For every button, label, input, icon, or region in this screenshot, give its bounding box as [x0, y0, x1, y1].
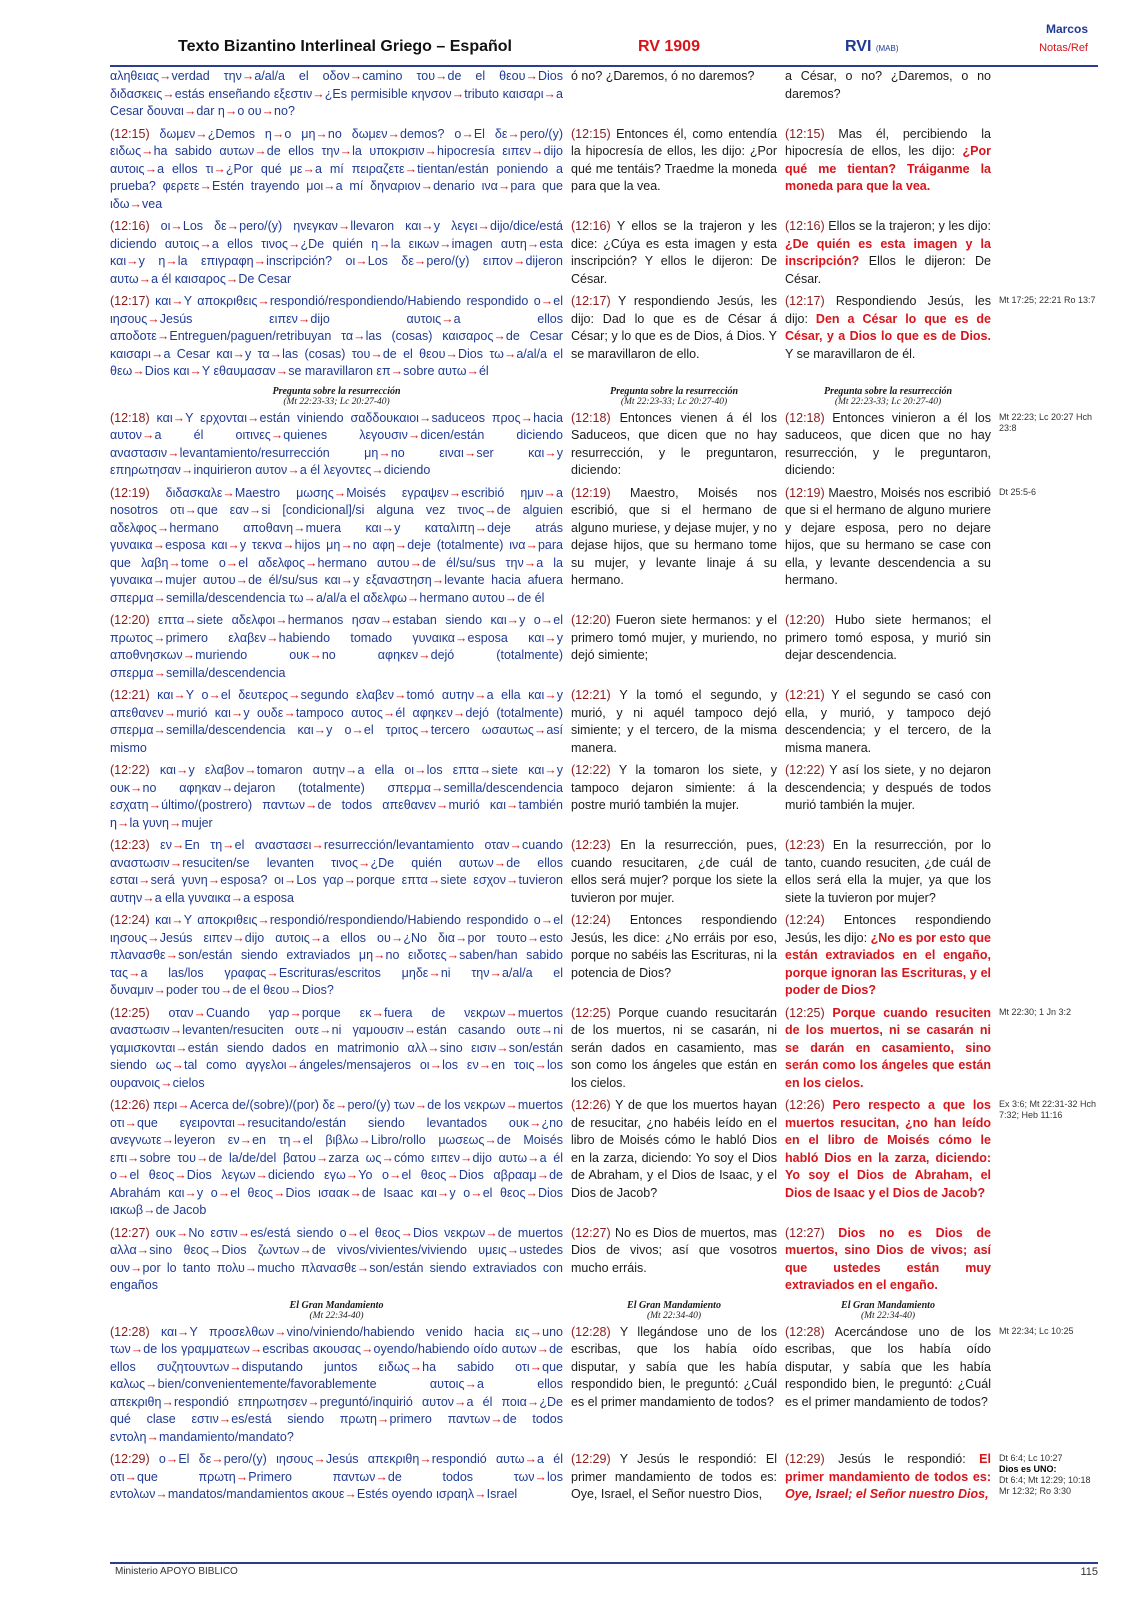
verse-row: [110, 1097, 1100, 1220]
cross-references: [999, 485, 1099, 608]
rv1909-text: Y llegándose uno de los escribas, que los había oído disputar, y sabía que les había respondido bien, le preguntó: ¿Cuál es el primer mandamiento de todos?: [571, 1324, 777, 1409]
interlinear-text: και→Y ερχονται→están viniendo σαδδουκαιοι→saduceos προς→hacia αυτον→a él οιτινες→quienes λεγουσιν→dicen/están diciendo αναστασιν→levantamiento/resurrección μη→no ειναι→ser και→y επηρωτησαν→inquirieron αυτον→a él λεγοντες→diciendo: [110, 410, 563, 477]
verse-row: [110, 68, 1100, 121]
rvi-cell: [785, 218, 991, 288]
interlinear-text: οταν→Cuando γαρ→porque εκ→fuera de νεκρων→muertos αναστωσιν→levanten/resuciten ουτε→ni γαμουσιν→están casando ουτε→ni γαμισκονται→están siendo dados en matrimonio αλλ→sino εισιν→son/están siendo ως→tal como αγγελοι→ángeles/mensajeros οι→los εν→en τοις→los ουρανοις→cielos: [110, 1005, 563, 1090]
interlinear-cell: [110, 912, 563, 1000]
rvi-cell: [785, 126, 991, 214]
rv1909-text: Fueron siete hermanos: y el primero tomó mujer, y muriendo, no dejó simiente;: [571, 613, 777, 662]
rv1909-cell: [571, 1324, 777, 1447]
rv1909-text: En la resurrección, pues, cuando resucitaren, ¿de cuál de ellos será mujer? porque los siete la tuvieron por mujer.: [571, 838, 777, 905]
rvi-text: Y se maravillaron de él.: [785, 346, 916, 361]
verse-ref: (12:15): [110, 126, 150, 141]
cross-references: [999, 1324, 1099, 1447]
cross-references: [999, 612, 1099, 682]
verse-ref: (12:23): [571, 838, 611, 852]
verse-ref: (12:17): [785, 294, 825, 308]
rv1909-text: Y de que los muertos hayan de resucitar, ¿no habéis leído en el libro de Moisés cómo le habló Dios en la zarza, diciendo: Yo soy el Dios de Abraham, y el Dios de Isaac, y el Dios de Jacob?: [571, 1098, 777, 1200]
rv1909-cell: [571, 912, 777, 1000]
rv1909-text: Y respondiendo Jesús, les dijo: Dad lo que es de César á César; y lo que es de Dios, á Dios. Y se maravillaron de ello.: [571, 294, 777, 361]
verse-ref: (12:23): [785, 838, 825, 852]
verse-ref: (12:23): [110, 838, 150, 852]
section-heading-title: Pregunta sobre la resurrección: [609, 385, 739, 397]
interlinear-cell: [110, 1005, 563, 1093]
notes-spacer: [999, 1300, 1099, 1322]
verse-ref: (12:26): [110, 1098, 150, 1112]
verse-row: [110, 762, 1100, 832]
verse-ref: (12:21): [571, 688, 611, 702]
verse-ref: (12:18): [110, 410, 150, 425]
interlinear-text: διδασκαλε→Maestro μωσης→Moisés εγραψεν→escribió ημιν→a nosotros οτι→que εαν→si [condicional]/si alguna vez τινος→de alguien αδελφος→hermano αποθανη→muera και→y καταλιπη→deje atrás γυναικα→esposa και→y τεκνα→hijos μη→no αφη→deje (totalmente) ινα→para que λαβη→tome ο→el αδελφος→hermano αυτου→de él/su/sus την→a la γυναικα→mujer αυτου→de él/su/sus και→y εξαναστηση→levante hacia afuera σπερμα→semilla/descendencia τω→a/al/a el αδελφω→hermano αυτου→de él: [110, 485, 563, 605]
rvi-text: Jesús le respondió:: [838, 1452, 980, 1466]
verse-row: [110, 293, 1100, 381]
verse-ref: (12:22): [785, 763, 825, 777]
cross-references: [999, 68, 1099, 121]
section-heading: [571, 1300, 777, 1322]
verse-row: [110, 485, 1100, 608]
verse-ref: (12:18): [571, 410, 611, 425]
rv1909-cell: [571, 837, 777, 907]
verse-ref: (12:27): [110, 1225, 150, 1240]
verse-ref: (12:25): [110, 1005, 150, 1020]
interlinear-text: και→Y ο→el δευτερος→segundo ελαβεν→tomó αυτην→a ella και→y απεθανεν→murió και→y ουδε→tampoco αυτος→él αφηκεν→dejó (totalmente) σπερμα→semilla/descendencia και→y ο→el τριτος→tercero ωσαυτως→así mismo: [110, 688, 563, 755]
verse-ref: (12:21): [110, 688, 150, 702]
rvi-text: Hubo siete hermanos; el primero tomó esposa, y murió sin dejar descendencia.: [785, 613, 991, 662]
notes-column-title: Notas/Ref: [1039, 42, 1088, 54]
verse-ref: (12:26): [785, 1098, 825, 1112]
rv1909-text: Y la tomó el segundo, y murió, y ni aquél tampoco dejó simiente; y el tercero, de la misma manera.: [571, 688, 777, 755]
verse-row: [110, 1225, 1100, 1295]
verse-ref: (12:22): [571, 763, 611, 777]
interlinear-cell: [110, 837, 563, 907]
verse-ref: (12:19): [785, 485, 825, 500]
rvi-text: Mas él, percibiendo la hipocresía de ellos, les dijo:: [785, 126, 991, 158]
interlinear-text: οι→Los δε→pero/(y) ηνεγκαν→llevaron και→y λεγει→dijo/dice/está diciendo αυτοις→a ellos τινος→¿De quién η→la εικων→imagen αυτη→esta και→y η→la επιγραφη→inscripción? οι→Los δε→pero/(y) ειπον→dijeron αυτω→a él καισαρος→De Cesar: [110, 219, 563, 286]
rvi-cell: [785, 1451, 991, 1504]
rvi-text: Ellos se la trajeron; y les dijo:: [828, 219, 991, 233]
verse-ref: (12:25): [785, 1005, 825, 1020]
page-title: Texto Bizantino Interlineal Griego – Español: [178, 38, 512, 55]
rvi-text: Entonces vinieron a él los saduceos, que dicen que no hay resurrección, y le preguntaron, diciendo:: [785, 410, 991, 477]
verse-row: [110, 1324, 1100, 1447]
cross-ref-text: Dt 6:4; Lc 10:27: [999, 1453, 1063, 1463]
verse-ref: (12:15): [785, 126, 825, 141]
cross-references: [999, 1005, 1099, 1093]
interlinear-text: και→y ελαβον→tomaron αυτην→a ella οι→los επτα→siete και→y ουκ→no αφηκαν→dejaron (totalmente) σπερμα→semilla/descendencia εσχατη→último/(postrero) παντων→de todos απεθανεν→murió και→también η→la γυνη→mujer: [110, 763, 563, 830]
section-heading: [785, 1300, 991, 1322]
cross-references: [999, 1097, 1099, 1220]
rv1909-cell: [571, 612, 777, 682]
rvi-jesus-words: Dios no es Dios de muertos, sino Dios de vivos; así que ustedes están muy extraviados en el engaño.: [785, 1225, 991, 1292]
cross-ref-text: Dt 25:5-6: [999, 486, 1037, 497]
interlinear-cell: [110, 218, 563, 288]
verse-ref: (12:29): [571, 1452, 611, 1466]
rvi-cell: [785, 485, 991, 608]
section-heading-title: El Gran Mandamiento: [289, 1299, 384, 1311]
interlinear-text: και→Y αποκριθεις→respondió/respondiendo/Habiendo respondido ο→el ιησους→Jesús ειπεν→dijo αυτοις→a ellos αποδοτε→Entreguen/paguen/retribuyan τα→las (cosas) καισαρος→de Cesar καισαρι→a Cesar και→y τα→las (cosas) του→de el θεου→Dios τω→a/al/a el θεω→Dios και→Y εθαυμασαν→se maravillaron επ→sobre αυτω→él: [110, 294, 563, 378]
interlinear-cell: [110, 485, 563, 608]
rv1909-cell: [571, 1451, 777, 1504]
section-heading: [571, 386, 777, 408]
rvi-jesus-words: Pero respecto a que los muertos resucitan, ¿no han leído en el libro de Moisés cómo le habló Dios en la zarza, diciendo: Yo soy el Dios de Abraham, el Dios de Isaac y el Dios de Jacob?: [785, 1098, 991, 1200]
page-number: 115: [1080, 1566, 1098, 1578]
rvi-jesus-words: Den a César lo que es de César, y a Dios lo que es de Dios.: [785, 311, 991, 343]
rv1909-text: Maestro, Moisés nos escribió, que si el hermano de alguno muriese, y dejase mujer, y no dejase hijos, que su hermano tome su mujer, y levante linaje á su hermano.: [571, 485, 777, 587]
interlinear-text: αληθειας→verdad την→a/al/a el οδον→camino του→de el θεου→Dios διδασκεις→estás enseñando εξεστιν→¿Es permisible κηνσον→tributo καισαρι→a Cesar δουναι→dar η→o ου→no?: [110, 69, 563, 118]
rv1909-cell: [571, 126, 777, 214]
cross-ref-text: Mt 17:25; 22:21 Ro 13:7: [999, 295, 1096, 305]
rvi-text: En la resurrección, por lo tanto, cuando resuciten, ¿de cuál de ellos será ella la mujer, ya que los siete la tuvieron por mujer?: [785, 838, 991, 905]
rvi-cell: [785, 1225, 991, 1295]
rvi-jesus-words: Porque cuando resuciten de los muertos, ni se casarán ni se darán en casamiento, sino serán como los ángeles que están en los cielos.: [785, 1005, 991, 1090]
rv1909-text: Y ellos se la trajeron y les dice: ¿Cúya es esta imagen y esta inscripción? Y ellos le dijeron: De César.: [571, 219, 777, 286]
footer-divider: [110, 1562, 1098, 1564]
verse-ref: (12:16): [571, 219, 611, 233]
interlinear-cell: [110, 1324, 563, 1447]
rvi-text: Maestro, Moisés nos escribió que si el hermano de alguno muriere y dejare esposa, pero no dejare hijos, que su hermano se case con ella, y levante descendencia a su hermano.: [785, 485, 991, 587]
rvi-cell: [785, 68, 991, 121]
rvi-jesus-words: ¿No es por esto que están extraviados en el engaño, porque ignoran las Escrituras, y el poder de Dios?: [785, 930, 991, 997]
interlinear-cell: [110, 687, 563, 757]
interlinear-cell: [110, 293, 563, 381]
rvi-cell: [785, 1324, 991, 1447]
rvi-cell: [785, 410, 991, 480]
rvi-quote: Oye, Israel; el Señor nuestro Dios,: [785, 1487, 989, 1501]
verse-row: [110, 612, 1100, 682]
rv1909-cell: [571, 410, 777, 480]
section-heading-ref: (Mt 22:23-33; Lc 20:27-40): [620, 396, 728, 407]
cross-references: [999, 126, 1099, 214]
verse-ref: (12:28): [110, 1324, 150, 1339]
rv1909-cell: [571, 1005, 777, 1093]
section-heading-ref: (Mt 22:23-33; Lc 20:27-40): [283, 396, 390, 407]
section-heading-title: El Gran Mandamiento: [841, 1299, 935, 1311]
interlinear-cell: [110, 762, 563, 832]
section-heading-row: [110, 1300, 1100, 1322]
verse-ref: (12:19): [571, 485, 611, 500]
interlinear-cell: [110, 1225, 563, 1295]
rvi-cell: [785, 762, 991, 832]
interlinear-cell: [110, 68, 563, 121]
rv1909-text: Entonces respondiendo Jesús, les dice: ¿No erráis por eso, porque no sabéis las Escrituras, ni la potencia de Dios?: [571, 913, 777, 980]
verse-ref: (12:27): [785, 1225, 825, 1240]
verse-row: [110, 1005, 1100, 1093]
interlinear-text: εν→En τη→el αναστασει→resurrección/levantamiento οταν→cuando αναστωσιν→resuciten/se levanten τινος→¿De quién αυτων→de ellos εσται→será γυνη→esposa? οι→Los γαρ→porque επτα→siete εσχον→tuvieron αυτην→a ella γυναικα→a esposa: [110, 838, 563, 905]
verse-ref: (12:28): [571, 1324, 611, 1339]
verse-ref: (12:24): [785, 913, 825, 927]
page-body: [110, 68, 1100, 1558]
cross-ref-text: Mt 22:34; Lc 10:25: [999, 1325, 1074, 1336]
interlinear-cell: [110, 410, 563, 480]
cross-references: [999, 293, 1099, 381]
interlinear-cell: [110, 612, 563, 682]
cross-references: [999, 912, 1099, 1000]
section-heading-title: Pregunta sobre la resurrección: [272, 385, 401, 397]
rvi-cell: [785, 837, 991, 907]
rv1909-text: Entonces vienen á él los Saduceos, que dicen que no hay resurrección, y le preguntaron, diciendo:: [571, 410, 777, 477]
rvi-cell: [785, 612, 991, 682]
cross-references: [999, 1451, 1099, 1504]
verse-ref: (12:24): [110, 913, 150, 927]
rvi-text: a César, o no? ¿Daremos, o no daremos?: [785, 69, 991, 101]
cross-ref-text: Mt 22:23; Lc 20:27 Hch 23:8: [999, 411, 1093, 433]
rvi-jesus-words: El primer mandamiento de todos es:: [785, 1452, 991, 1484]
verse-row: [110, 126, 1100, 214]
rvi-column-title: [845, 38, 899, 56]
rv1909-cell: [571, 762, 777, 832]
verse-row: [110, 218, 1100, 288]
rv1909-cell: [571, 485, 777, 608]
rvi-jesus-words: ¿Por qué me tientan? Tráiganme la moneda para que la vea.: [785, 144, 991, 193]
interlinear-cell: [110, 126, 563, 214]
verse-ref: (12:17): [571, 294, 611, 308]
section-heading-row: [110, 386, 1100, 408]
rvi-cell: [785, 293, 991, 381]
rv1909-text: Y Jesús le respondió: El primer mandamiento de todos es: Oye, Israel, el Señor nuestro Dios,: [571, 1452, 777, 1501]
header-divider: [110, 65, 1098, 67]
rv1909-cell: [571, 1225, 777, 1295]
cross-references: [999, 218, 1099, 288]
section-heading: [110, 1300, 563, 1322]
rvi-text: Respondiendo Jesús, les dijo:: [785, 294, 991, 326]
rvi-cell: [785, 912, 991, 1000]
section-heading: [110, 386, 563, 408]
rvi-text: Ellos le dijeron: De César.: [785, 254, 991, 286]
verse-ref: (12:17): [110, 294, 150, 308]
verse-row: [110, 912, 1100, 1000]
rv1909-cell: [571, 218, 777, 288]
cross-references: [999, 837, 1099, 907]
verse-row: [110, 410, 1100, 480]
section-heading-ref: (Mt 22:23-33; Lc 20:27-40): [834, 396, 942, 407]
verse-ref: (12:27): [571, 1225, 611, 1240]
interlinear-text: περι→Acerca de/(sobre)/(por) δε→pero/(y) των→de los νεκρων→muertos οτι→que εγειρονται→resucitando/están siendo levantados ουκ→¿no ανεγνωτε→leyeron εν→en τη→el βιβλω→Libro/rollo μωσεως→de Moisés επι→sobre του→de la/de/del βατου→zarza ως→cómo ειπεν→dijo αυτω→a él ο→el θεος→Dios λεγων→diciendo εγω→Yo ο→el θεος→Dios αβρααμ→de Abrahám και→y ο→el θεος→Dios ισαακ→de Isaac και→y ο→el θεος→Dios ιακωβ→de Jacob: [110, 1098, 563, 1217]
section-heading-ref: (Mt 22:34-40): [860, 1310, 916, 1321]
verse-ref: (12:25): [571, 1005, 611, 1020]
interlinear-text: επτα→siete αδελφοι→hermanos ησαν→estaban siendo και→y ο→el πρωτος→primero ελαβεν→habiendo tomado γυναικα→esposa και→y αποθνησκων→muriendo ουκ→no αφηκεν→dejó (totalmente) σπερμα→semilla/descendencia: [110, 613, 563, 680]
rvi-text: Y así los siete, y no dejaron descendencia; y después de todos murió también la mujer.: [785, 763, 991, 812]
interlinear-text: και→Y προσελθων→vino/viniendo/habiendo venido hacia εις→uno των→de los γραμματεων→escribas ακουσας→oyendo/habiendo oído αυτων→de ellos συζητουντων→disputando juntos ειδως→ha sabido οτι→que καλως→bien/convenientemente/favorablemente αυτοις→a ellos απεκριθη→respondió επηρωτησεν→preguntó/inquirió αυτον→a él ποια→¿De qué clase εστιν→es/está siendo πρωτη→primero παντων→de todos εντολη→mandamiento/mandato?: [110, 1324, 563, 1444]
cross-ref-topic: Dios es UNO:: [999, 1464, 1057, 1474]
book-name: Marcos: [1045, 22, 1088, 36]
page-header: [110, 20, 1100, 70]
cross-ref-text: Ex 3:6; Mt 22:31-32 Hch 7:32; Heb 11:16: [999, 1099, 1097, 1120]
section-heading-title: El Gran Mandamiento: [627, 1299, 721, 1311]
interlinear-text: ο→El δε→pero/(y) ιησους→Jesús απεκριθη→respondió αυτω→a él οτι→que πρωτη→Primero παντων→de todos των→los εντολων→mandatos/mandamientos ακουε→Estés oyendo ισραηλ→Israel: [110, 1452, 563, 1501]
rv1909-text: Y la tomaron los siete, y tampoco dejaron simiente: á la postre murió también la mujer.: [571, 763, 777, 812]
rvi-title-text: RVI: [845, 38, 872, 55]
rvi-cell: [785, 1005, 991, 1093]
interlinear-cell: [110, 1451, 563, 1504]
rvi-text: Y el segundo se casó con ella, y murió, y tampoco dejó descendencia; y el tercero, de la misma manera.: [785, 688, 991, 755]
notes-spacer: [999, 386, 1099, 408]
section-heading-ref: (Mt 22:34-40): [309, 1310, 364, 1321]
rv1909-text: ó no? ¿Daremos, ó no daremos?: [571, 69, 755, 83]
rv-column-title: RV 1909: [638, 38, 700, 55]
section-heading-ref: (Mt 22:34-40): [646, 1310, 702, 1321]
verse-ref: (12:20): [785, 613, 825, 627]
verse-ref: (12:15): [571, 126, 611, 141]
verse-ref: (12:29): [110, 1452, 150, 1466]
rvi-cell: [785, 1097, 991, 1220]
rv1909-cell: [571, 68, 777, 121]
interlinear-text: και→Y αποκριθεις→respondió/respondiendo/Habiendo respondido ο→el ιησους→Jesús ειπεν→dijo αυτοις→a ellos ου→¿No δια→por τουτο→esto πλανασθε→son/están siendo extraviados μη→no ειδοτες→saben/han sabido τας→a las/los γραφας→Escrituras/escritos μηδε→ni την→a/al/a el δυναμιν→poder του→de el θεου→Dios?: [110, 913, 563, 997]
verse-ref: (12:20): [110, 613, 150, 627]
verse-ref: (12:22): [110, 763, 150, 777]
rvi-text: Entonces respondiendo Jesús, les dijo:: [785, 913, 991, 945]
rv1909-cell: [571, 293, 777, 381]
section-heading-title: Pregunta sobre la resurrección: [823, 385, 953, 397]
verse-ref: (12:29): [785, 1452, 825, 1466]
section-heading: [785, 386, 991, 408]
interlinear-text: δωμεν→¿Demos η→o μη→no δωμεν→demos? ο→El δε→pero/(y) ειδως→ha sabido αυτων→de ellos την→la υποκρισιν→hipocresía ειπεν→dijo αυτοις→a ellos τι→¿Por qué με→a mí πειραζετε→tientan/están poniendo a prueba? φερετε→Estén trayendo μοι→a mí δηναριον→denario ινα→para que ιδω→vea: [110, 126, 563, 211]
verse-ref: (12:20): [571, 613, 611, 627]
verse-ref: (12:24): [571, 913, 611, 927]
rv1909-text: Porque cuando resucitarán de los muertos, ni se casarán, ni serán dados en casamiento, mas son como los ángeles que están en los cielos.: [571, 1005, 777, 1090]
rv1909-text: No es Dios de muertos, mas Dios de vivos; así que vosotros mucho erráis.: [571, 1225, 777, 1275]
rv1909-text: Entonces él, como entendía la hipocresía de ellos, les dijo: ¿Por qué me tentáis? Traedme la moneda para que la vea.: [571, 126, 777, 193]
verse-row: [110, 1451, 1100, 1504]
cross-references: [999, 1225, 1099, 1295]
verse-ref: (12:19): [110, 485, 150, 500]
cross-references: [999, 410, 1099, 480]
rvi-title-sub: (MAB): [875, 44, 899, 53]
cross-references: [999, 762, 1099, 832]
rvi-cell: [785, 687, 991, 757]
verse-ref: (12:26): [571, 1098, 611, 1112]
rv1909-cell: [571, 687, 777, 757]
rv1909-cell: [571, 1097, 777, 1220]
footer-publisher: Ministerio APOYO BIBLICO: [115, 1566, 238, 1577]
rvi-text: Acercándose uno de los escribas, que los había oído disputar, y sabía que les había respondido bien, le preguntó: ¿Cuál es el primer mandamiento de todos?: [785, 1324, 991, 1409]
interlinear-cell: [110, 1097, 563, 1220]
verse-ref: (12:18): [785, 410, 825, 425]
interlinear-text: ουκ→No εστιν→es/está siendo ο→el θεος→Dios νεκρων→de muertos αλλα→sino θεος→Dios ζωντων→de vivos/vivientes/viviendo υμεις→ustedes ουν→por lo tanto πολυ→mucho πλανασθε→son/están siendo extraviados con engaños: [110, 1225, 563, 1292]
cross-ref-text: Dt 6:4; Mt 12:29; 10:18 Mr 12:32; Ro 3:30: [999, 1475, 1091, 1496]
cross-ref-text: Mt 22:30; 1 Jn 3:2: [999, 1006, 1072, 1017]
rvi-jesus-words: ¿De quién es esta imagen y la inscripción?: [785, 236, 991, 268]
verse-ref: (12:28): [785, 1324, 825, 1339]
verse-ref: (12:21): [785, 688, 825, 702]
cross-references: [999, 687, 1099, 757]
verse-row: [110, 837, 1100, 907]
verse-ref: (12:16): [785, 219, 825, 233]
verse-row: [110, 687, 1100, 757]
verse-ref: (12:16): [110, 219, 150, 233]
